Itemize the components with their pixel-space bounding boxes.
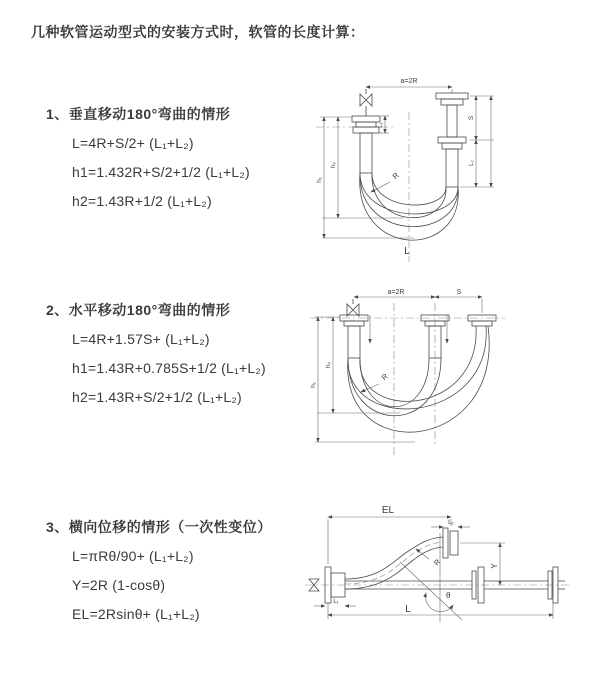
dim-y-label: Y: [490, 563, 499, 569]
dim-h2-label: h₂: [330, 161, 337, 169]
flange-fitting-right: [436, 93, 468, 149]
dim-l1-label: L₁: [378, 122, 384, 128]
radius-callout: [371, 170, 401, 192]
valve-icon: [360, 89, 372, 116]
dim-a2r-label: a=2R: [387, 289, 405, 296]
radius-label: R: [379, 371, 390, 383]
formula-line: h1=1.43R+0.785S+1/2 (L₁+L₂): [72, 360, 266, 376]
dim-a2r-label: a=2R: [400, 78, 418, 85]
dim-s: [460, 96, 494, 187]
dim-y: [460, 543, 505, 585]
dim-l1: [314, 599, 356, 606]
dim-s: [435, 289, 482, 313]
dim-l2-label: L₂: [448, 520, 454, 526]
angle-label: θ: [446, 591, 451, 600]
formula-line: L=4R+1.57S+ (L₁+L₂): [72, 331, 210, 347]
formula-line: Y=2R (1-cosθ): [72, 577, 166, 593]
dim-s-label: S: [468, 115, 475, 121]
formula-line: h1=1.432R+S/2+1/2 (L₁+L₂): [72, 164, 250, 180]
dim-h: [310, 317, 415, 442]
dim-a2r: [354, 289, 435, 297]
hose-braid-right: [446, 149, 458, 187]
formula-line: h2=1.43R+1/2 (L₁+L₂): [72, 193, 212, 209]
formula-line: L=πRθ/90+ (L₁+L₂): [72, 548, 194, 564]
diagram-lateral-displacement: [300, 500, 580, 655]
diagram-vertical-bend: [308, 70, 568, 265]
dim-el: [328, 505, 451, 564]
section-1-heading: 1、垂直移动180°弯曲的情形: [46, 106, 231, 122]
page-title: 几种软管运动型式的安装方式时，软管的长度计算：: [31, 24, 365, 40]
dim-l-label: L: [405, 604, 411, 615]
section-3-heading: 3、横向位移的情形（一次性变位）: [46, 519, 272, 535]
dim-h2-label: h₂: [325, 361, 332, 369]
hose-braid-left: [348, 326, 360, 358]
fitting-length-arrows: [370, 315, 447, 343]
length-label: L: [404, 246, 410, 257]
dim-a2r: [366, 78, 452, 93]
diagram-horizontal-bend: [305, 285, 575, 460]
dim-el-label: EL: [381, 505, 395, 516]
flange-fitting-left: [340, 315, 368, 326]
radius-label: R: [390, 170, 401, 182]
dim-s-label: S: [456, 289, 462, 296]
dim-l1-label: L₁: [333, 599, 339, 605]
dim-l: [328, 603, 553, 619]
dim-h1-label: h₁: [316, 177, 323, 183]
dim-l2: [469, 96, 491, 187]
formula-line: EL=2Rsinθ+ (L₁+L₂): [72, 606, 200, 622]
radius-label: R: [432, 557, 443, 568]
angle-callout: [426, 591, 453, 612]
flange-fitting-left: [352, 116, 380, 133]
flange-fitting-right: [468, 315, 496, 326]
dim-h1-label: h₁: [310, 382, 317, 388]
section-3: [46, 517, 316, 629]
dim-l2-label: L₂: [469, 160, 475, 166]
hose-braid-left: [360, 133, 372, 173]
hose-displaced: [345, 528, 458, 589]
valve-icon: [347, 299, 359, 316]
hose-curves: [348, 326, 490, 432]
formula-line: L=4R+S/2+ (L₁+L₂): [72, 135, 194, 151]
dim-l2: [431, 520, 470, 527]
section-2-heading: 2、水平移动180°弯曲的情形: [46, 302, 231, 318]
section-1: [46, 104, 316, 216]
section-2: [46, 300, 316, 412]
formula-line: h2=1.43R+S/2+1/2 (L₁+L₂): [72, 389, 242, 405]
